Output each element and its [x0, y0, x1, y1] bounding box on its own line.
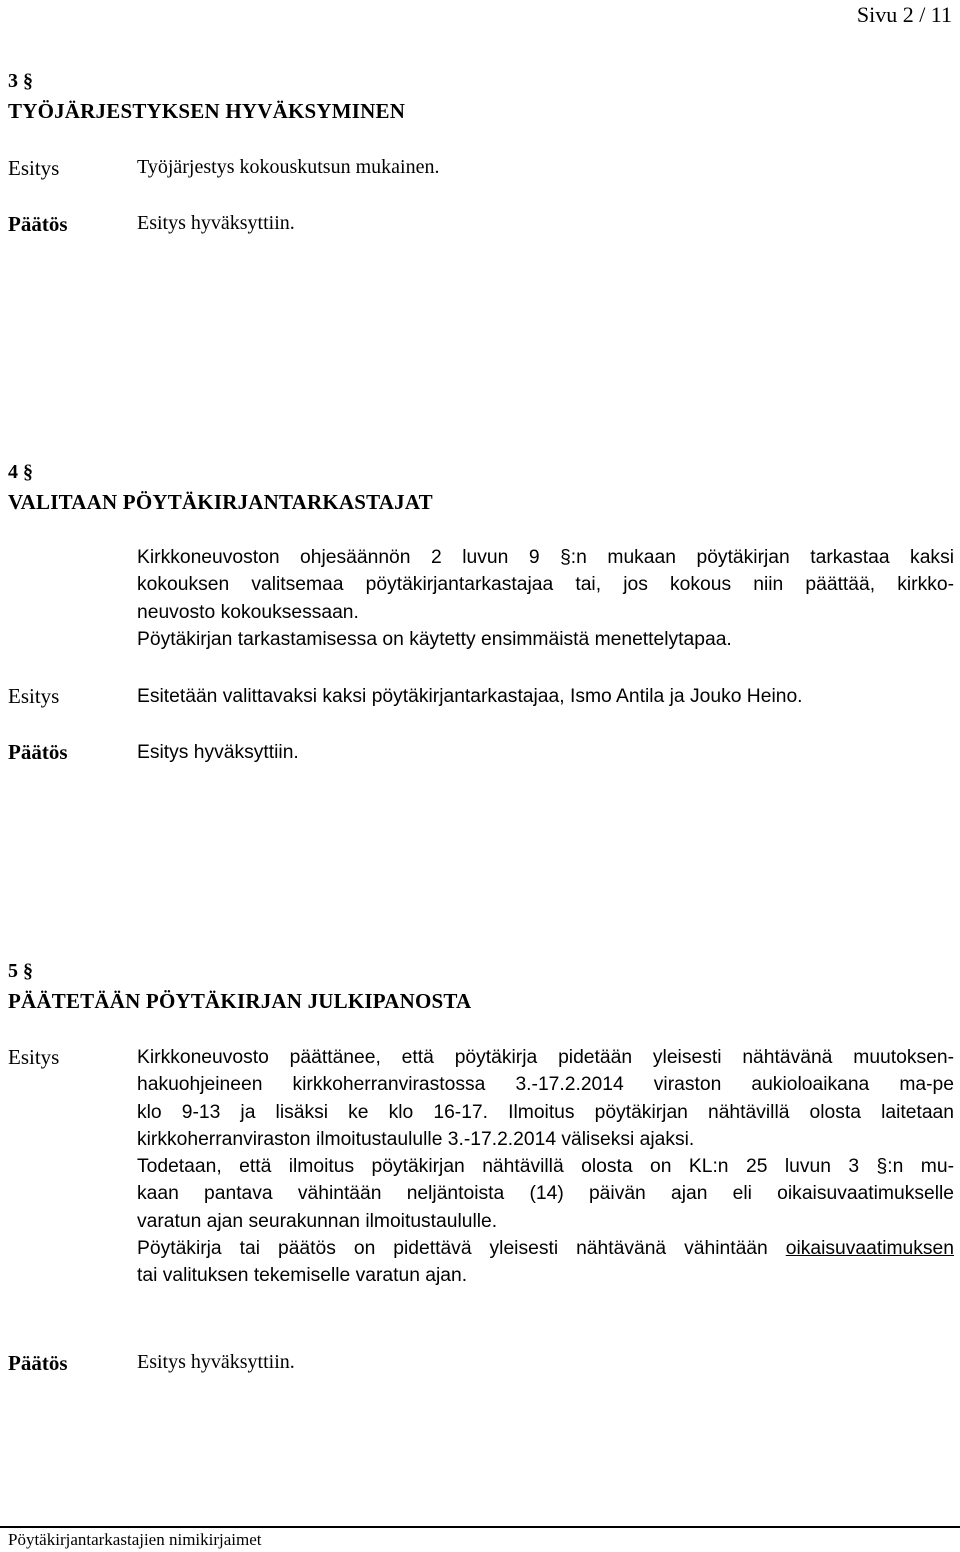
- section-4-decision-label: Päätös: [8, 740, 68, 764]
- section-4-number: [8, 461, 33, 484]
- section-4-title: VALITAAN PÖYTÄKIRJANTARKASTAJAT: [8, 490, 433, 514]
- section-5-proposal-line: klo 9-13 ja lisäksi ke klo 16-17. Ilmoitus pöytäkirjan nähtävillä olosta laitetaan: [137, 1101, 954, 1123]
- section-3-number-value: 3: [8, 70, 18, 92]
- footer-divider: [0, 1526, 960, 1528]
- section-3-number: [8, 70, 33, 93]
- section-5-number: [8, 960, 33, 983]
- section-5-title: PÄÄTETÄÄN PÖYTÄKIRJAN JULKIPANOSTA: [8, 989, 472, 1013]
- page-number: Sivu 2 / 11: [856, 2, 952, 27]
- section-4-intro-line: neuvosto kokouksessaan.: [137, 601, 359, 623]
- section-5-proposal-line: tai valituksen tekemiselle varatun ajan.: [137, 1265, 468, 1287]
- section-4-intro: [137, 544, 954, 653]
- section-5-proposal-line-text: Pöytäkirja tai päätös on pidettävä yleisesti nähtävänä vähintään: [137, 1238, 786, 1260]
- section-mark: §: [23, 960, 33, 982]
- section-5-proposal-line: Todetaan, että ilmoitus pöytäkirjan nähtävillä olosta on KL:n 25 luvun 3 §:n mu-: [137, 1156, 954, 1178]
- section-4-proposal-label: Esitys: [8, 684, 60, 708]
- section-4-intro-line: kokouksen valitsemaa pöytäkirjantarkastajaa tai, jos kokous niin päättää, kirkko-: [137, 574, 954, 596]
- footer-signature-label: Pöytäkirjantarkastajien nimikirjaimet: [8, 1530, 262, 1549]
- section-3-decision-text: Esitys hyväksyttiin.: [137, 212, 295, 234]
- section-3-title: TYÖJÄRJESTYKSEN HYVÄKSYMINEN: [8, 99, 406, 123]
- section-5-proposal-line: varatun ajan seurakunnan ilmoitustaululle.: [137, 1210, 498, 1232]
- section-4-number-value: 4: [8, 461, 18, 483]
- section-5-decision-text: Esitys hyväksyttiin.: [137, 1351, 295, 1373]
- section-5-proposal-line-with-link: [137, 1235, 954, 1262]
- section-5-proposal: [137, 1044, 954, 1290]
- section-5-proposal-label: Esitys: [8, 1045, 60, 1069]
- section-4-decision-text: Esitys hyväksyttiin.: [137, 742, 299, 763]
- section-mark: §: [23, 461, 33, 483]
- section-5-proposal-line: kirkkoherranviraston ilmoitustaululle 3.-17.2.2014 väliseksi ajaksi.: [137, 1128, 695, 1150]
- section-3-proposal-label: Esitys: [8, 156, 60, 180]
- section-mark: §: [23, 70, 33, 92]
- section-3-decision-label: Päätös: [8, 212, 68, 236]
- section-3-proposal-text: Työjärjestys kokouskutsun mukainen.: [137, 156, 440, 178]
- section-5-number-value: 5: [8, 960, 18, 982]
- section-5-proposal-line: hakuohjeineen kirkkoherranvirastossa 3.-17.2.2014 viraston aukioloaikana ma-pe: [137, 1074, 954, 1096]
- section-5-proposal-line: Kirkkoneuvosto päättänee, että pöytäkirja pidetään yleisesti nähtävänä muutoksen-: [137, 1047, 954, 1068]
- oikaisuvaatimuksen-underlined-term: oikaisuvaatimuksen: [785, 1238, 954, 1260]
- section-5-proposal-line: kaan pantava vähintään neljäntoista (14) päivän ajan eli oikaisuvaatimukselle: [137, 1183, 954, 1205]
- section-4-proposal-text: Esitetään valittavaksi kaksi pöytäkirjantarkastajaa, Ismo Antila ja Jouko Heino.: [137, 686, 803, 707]
- section-5-decision-label: Päätös: [8, 1351, 68, 1375]
- section-4-intro-line: Pöytäkirjan tarkastamisessa on käytetty ensimmäistä menettelytapaa.: [137, 628, 732, 650]
- section-4-intro-line: Kirkkoneuvoston ohjesäännön 2 luvun 9 §:n mukaan pöytäkirjan tarkastaa kaksi: [137, 547, 954, 568]
